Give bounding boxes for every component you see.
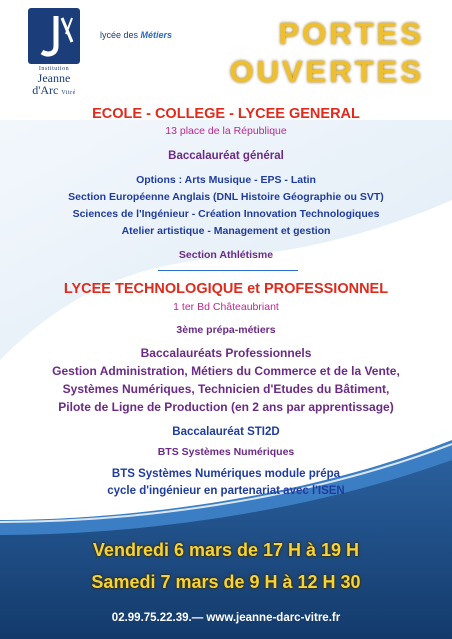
section1-option-line: Options : Arts Musique - EPS - Latin [136, 174, 316, 186]
section1-heading: ECOLE - COLLEGE - LYCEE GENERAL [92, 106, 360, 122]
section2-bac-pro-line: Systèmes Numériques, Technicien d'Etudes du Bâtiment, [62, 382, 390, 396]
section1-athletics: Section Athlétisme [178, 249, 274, 261]
logo-institution-label: Institution [38, 66, 70, 72]
section1-option-line: Sciences de l'Ingénieur - Création Innovation Technologiques [72, 208, 380, 220]
section2-bac-sti: Baccalauréat STI2D [172, 426, 280, 438]
logo-name-line1: Jeanne [37, 71, 71, 85]
section2-bts-module-line: BTS Systèmes Numériques module prépa [111, 468, 341, 480]
section2-bts-module-line: cycle d'ingénieur en partenariat avec l'ISEN [107, 485, 345, 497]
section1-option-line: Section Européenne Anglais (DNL Histoire Géographie ou SVT) [68, 191, 384, 203]
date-friday: Vendredi 6 mars de 17 H à 19 H [92, 540, 360, 560]
logo-emblem-icon [28, 8, 80, 64]
institution-name [14, 66, 94, 96]
section2-address: 1 ter Bd Châteaubriant [173, 301, 279, 313]
section1-bac-title: Baccalauréat général [168, 150, 284, 162]
title-ouvertes: OUVERTES [229, 54, 424, 89]
logo-name-line2: d'Arc Vitré [32, 83, 76, 97]
section-divider [158, 270, 298, 271]
section2-heading: LYCEE TECHNOLOGIQUE et PROFESSIONNEL [63, 281, 389, 297]
institution-logo [28, 8, 80, 64]
section2-prepa: 3ème prépa-métiers [176, 324, 276, 336]
section1-address: 13 place de la République [165, 125, 287, 137]
footer-contact[interactable]: 02.99.75.22.39.— www.jeanne-darc-vitre.fr [111, 612, 341, 624]
lycee-des-metiers-logo: lycée des Métiers [100, 30, 173, 40]
section2-bac-pro-line: Pilote de Ligne de Production (en 2 ans par apprentissage) [58, 400, 394, 414]
section1-option-line: Atelier artistique - Management et gestion [121, 225, 331, 237]
section2-bts: BTS Systèmes Numériques [157, 446, 295, 458]
date-saturday: Samedi 7 mars de 9 H à 12 H 30 [91, 572, 361, 592]
title-portes: PORTES [278, 16, 424, 51]
section2-bac-pro-title: Baccalauréats Professionnels [140, 346, 312, 360]
section2-bac-pro-line: Gestion Administration, Métiers du Commerce et de la Vente, [52, 364, 400, 378]
